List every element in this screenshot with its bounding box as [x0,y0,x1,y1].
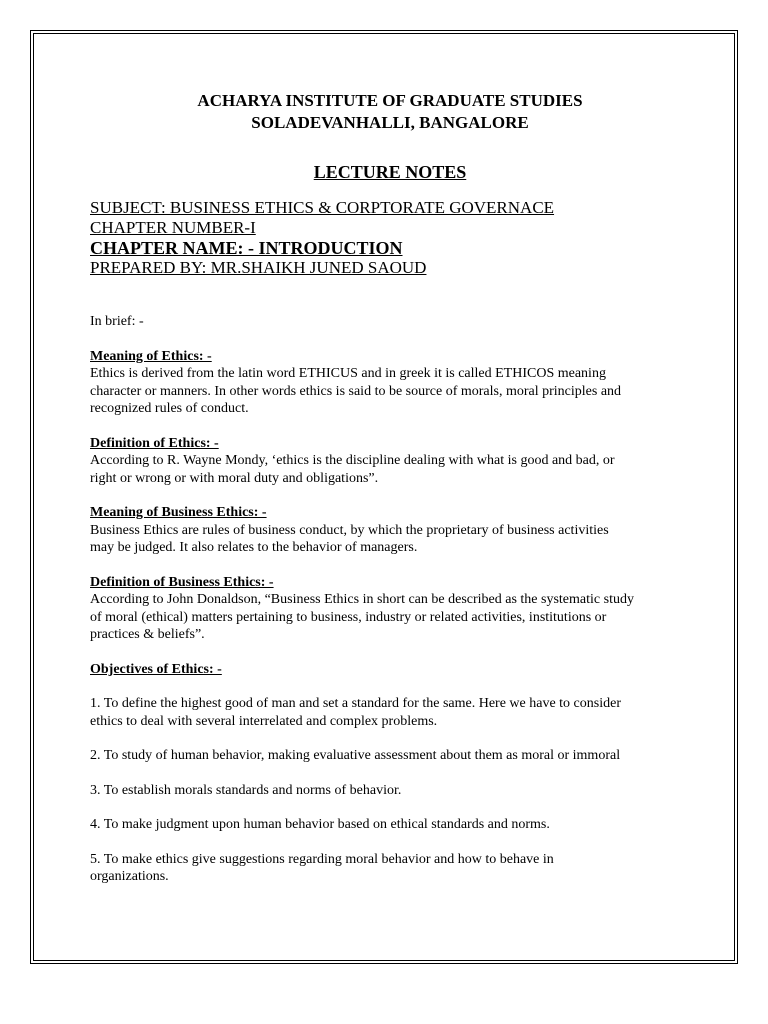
document-content [90,90,690,884]
section-heading-objectives-of-ethics: Objectives of Ethics: - [90,661,222,677]
paragraph-line: of moral (ethical) matters pertaining to business, industry or related activities, institutions or [90,609,607,625]
chapter-name-line: CHAPTER NAME: - INTRODUCTION [90,238,403,258]
objective-item-3: 3. To establish morals standards and norms of behavior. [90,782,402,798]
intro-text: In brief: - [90,314,144,329]
document-body [90,313,680,886]
paragraph-line: According to John Donaldson, “Business Ethics in short can be described as the systematic study [90,592,634,607]
paragraph-line: right or wrong or with moral duty and obligations”. [90,470,379,486]
objective-item-1: 1. To define the highest good of man and set a standard for the same. Here we have to consider [90,696,621,711]
objective-item-4: 4. To make judgment upon human behavior based on ethical standards and norms. [90,817,550,832]
objective-item-2: 2. To study of human behavior, making evaluative assessment about them as moral or immoral [90,748,621,763]
objective-item-5-cont: organizations. [90,869,169,884]
document-type-title: LECTURE NOTES [313,162,467,182]
subject-line: SUBJECT: BUSINESS ETHICS & CORPTORATE GOVERNACE [90,198,555,217]
paragraph-line: character or manners. In other words ethics is said to be source of morals, moral principles and [90,383,622,399]
section-heading-meaning-of-business-ethics: Meaning of Business Ethics: - [90,505,267,520]
institute-location: SOLADEVANHALLI, BANGALORE [251,113,529,132]
paragraph-line: practices & beliefs”. [90,627,205,642]
chapter-number-line: CHAPTER NUMBER-I [90,218,256,237]
section-heading-meaning-of-ethics: Meaning of Ethics: - [90,348,212,364]
document-meta [90,198,690,278]
section-heading-definition-of-business-ethics: Definition of Business Ethics: - [90,574,274,590]
objective-item-5: 5. To make ethics give suggestions regarding moral behavior and how to behave in [90,851,554,867]
paragraph-line: Ethics is derived from the latin word ETHICUS and in greek it is called ETHICOS meaning [90,366,606,381]
objective-item-1-cont: ethics to deal with several interrelated and complex problems. [90,713,438,729]
section-heading-definition-of-ethics: Definition of Ethics: - [90,435,219,451]
prepared-by-line: PREPARED BY: MR.SHAIKH JUNED SAOUD [90,258,427,277]
paragraph-line: Business Ethics are rules of business conduct, by which the proprietary of business activities [90,522,609,538]
institute-name: ACHARYA INSTITUTE OF GRADUATE STUDIES [197,91,583,110]
paragraph-line: may be judged. It also relates to the behavior of managers. [90,540,418,555]
paragraph-line: recognized rules of conduct. [90,401,249,416]
paragraph-line: According to R. Wayne Mondy, ‘ethics is the discipline dealing with what is good and bad, or [90,453,615,468]
